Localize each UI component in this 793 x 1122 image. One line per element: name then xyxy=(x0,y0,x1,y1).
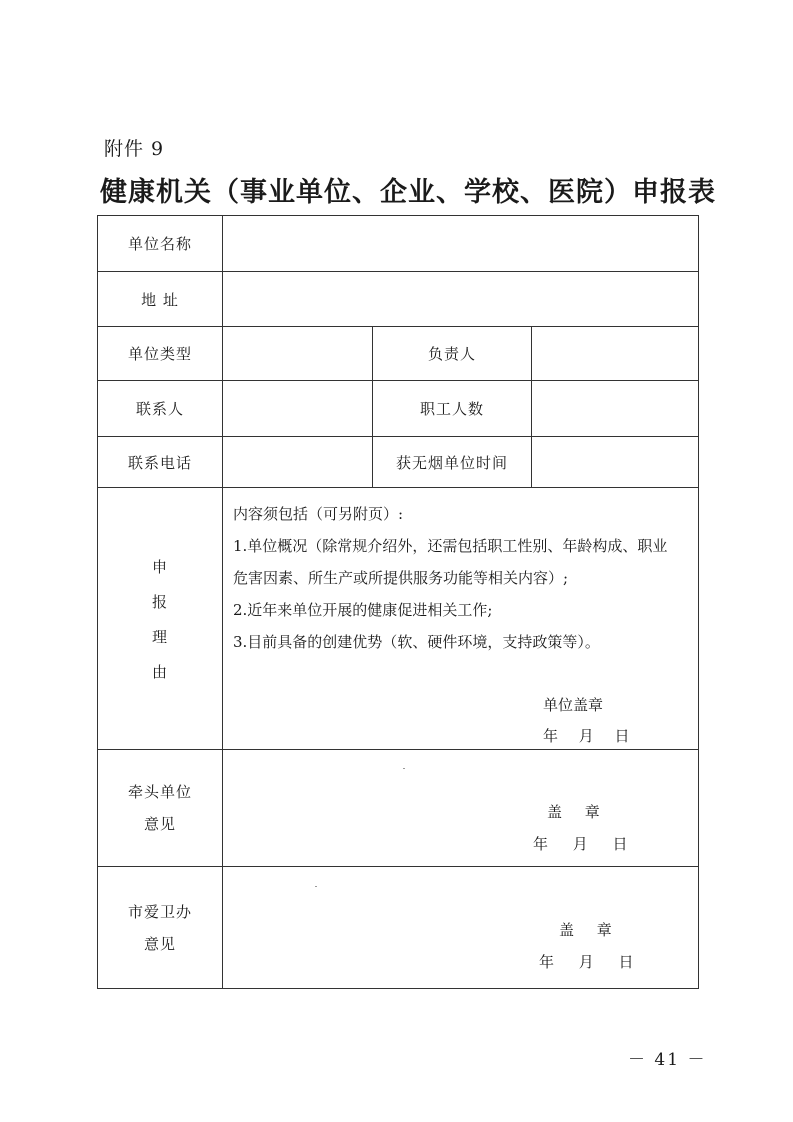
contact-label: 联系人 xyxy=(98,381,223,437)
reason-intro: 内容须包括（可另附页）: xyxy=(233,505,404,523)
row-contact xyxy=(98,381,699,437)
lead-unit-stamp-label: 盖 章 xyxy=(547,803,600,821)
attachment-label: 附件 9 xyxy=(104,138,165,160)
lead-unit-label-line-1: 牵头单位 xyxy=(127,783,192,801)
reason-date-label: 年 月 日 xyxy=(543,727,630,745)
lead-unit-label xyxy=(98,750,223,867)
reason-label-char: 理 xyxy=(151,627,168,646)
application-form-table xyxy=(97,215,699,989)
city-office-stamp-label: 盖 章 xyxy=(559,921,612,939)
address-field[interactable] xyxy=(223,272,699,327)
reason-label xyxy=(98,488,223,750)
staff-count-label: 职工人数 xyxy=(373,381,532,437)
row-address xyxy=(98,272,699,327)
unit-name-field[interactable] xyxy=(223,216,699,272)
reason-label-char: 由 xyxy=(151,662,168,681)
reason-item-2: 2.近年来单位开展的健康促进相关工作; xyxy=(233,601,493,619)
lead-unit-date-label: 年 月 日 xyxy=(533,835,628,853)
address-label: 地 址 xyxy=(98,272,223,327)
city-office-date-label: 年 月 日 xyxy=(539,953,634,971)
scan-speck xyxy=(315,886,317,887)
scan-speck xyxy=(403,768,405,769)
reason-item-3: 3.目前具备的创建优势（软、硬件环境，支持政策等）。 xyxy=(233,633,600,651)
phone-field[interactable] xyxy=(223,437,373,488)
reason-item-1-line-2: 危害因素、所生产或所提供服务功能等相关内容）; xyxy=(233,569,569,587)
lead-unit-opinion-field[interactable] xyxy=(223,750,699,867)
person-in-charge-label: 负责人 xyxy=(373,327,532,381)
row-reason xyxy=(98,488,699,750)
unit-type-field[interactable] xyxy=(223,327,373,381)
form-title: 健康机关（事业单位、企业、学校、医院）申报表 xyxy=(100,177,716,208)
staff-count-field[interactable] xyxy=(532,381,699,437)
reason-field[interactable] xyxy=(223,488,699,750)
smokefree-time-field[interactable] xyxy=(532,437,699,488)
city-office-opinion-field[interactable] xyxy=(223,867,699,989)
page-number: － 41 － xyxy=(628,1050,707,1070)
city-office-label xyxy=(98,867,223,989)
reason-item-1-line-1: 1.单位概况（除常规介绍外，还需包括职工性别、年龄构成、职业 xyxy=(233,537,668,555)
phone-label: 联系电话 xyxy=(98,437,223,488)
city-office-label-line-2: 意见 xyxy=(143,934,176,953)
city-office-label-line-1: 市爱卫办 xyxy=(127,902,192,921)
unit-name-label: 单位名称 xyxy=(98,216,223,272)
reason-label-char: 申 xyxy=(151,557,168,576)
reason-stamp-label: 单位盖章 xyxy=(543,696,604,714)
smokefree-time-label: 获无烟单位时间 xyxy=(373,437,532,488)
row-unit-type xyxy=(98,327,699,381)
row-phone xyxy=(98,437,699,488)
unit-type-label: 单位类型 xyxy=(98,327,223,381)
reason-label-char: 报 xyxy=(151,592,168,611)
lead-unit-label-line-2: 意见 xyxy=(143,815,176,833)
person-in-charge-field[interactable] xyxy=(532,327,699,381)
row-city-office xyxy=(98,867,699,989)
row-unit-name xyxy=(98,216,699,272)
contact-field[interactable] xyxy=(223,381,373,437)
row-lead-unit xyxy=(98,750,699,867)
